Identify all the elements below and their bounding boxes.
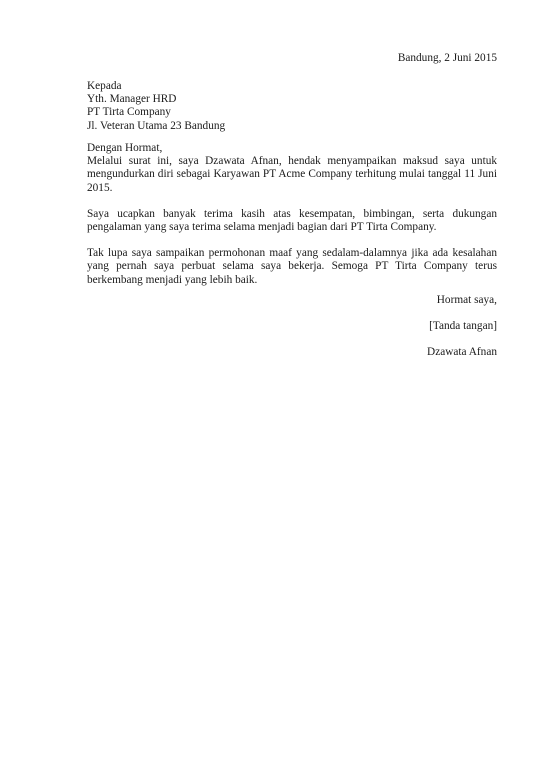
letter-body: [87, 142, 497, 287]
paragraph-spacer: [87, 234, 497, 247]
recipient-block: [87, 80, 225, 133]
paragraph-resignation: Melalui surat ini, saya Dzawata Afnan, hendak menyampaikan maksud saya untuk mengundurkan diri sebagai Karyawan PT Acme Company terhitung mulai tanggal 11 Juni 2015.: [87, 155, 497, 194]
recipient-line-address: Jl. Veteran Utama 23 Bandung: [87, 119, 226, 132]
paragraph-thanks: Saya ucapkan banyak terima kasih atas kesempatan, bimbingan, serta dukungan pengalaman yang saya terima selama menjadi bagian dari PT Tirta Company.: [87, 207, 497, 234]
signer-name: Dzawata Afnan: [427, 346, 497, 358]
recipient-line-kepada: Kepada: [87, 80, 122, 92]
paragraph-apology: Tak lupa saya sampaikan permohonan maaf yang sedalam-dalamnya jika ada kesalahan yang pernah saya perbuat selama saya bekerja. Semoga PT Tirta Company terus berkembang menjadi yang lebih baik.: [87, 247, 497, 286]
letter-date: Bandung, 2 Juni 2015: [397, 52, 497, 64]
signature-placeholder: [Tanda tangan]: [429, 320, 497, 332]
salutation: Dengan Hormat,: [87, 142, 163, 154]
closing-phrase: Hormat saya,: [436, 294, 497, 306]
recipient-line-company: PT Tirta Company: [87, 106, 171, 119]
recipient-line-title: Yth. Manager HRD: [87, 93, 177, 106]
paragraph-spacer: [87, 195, 497, 208]
